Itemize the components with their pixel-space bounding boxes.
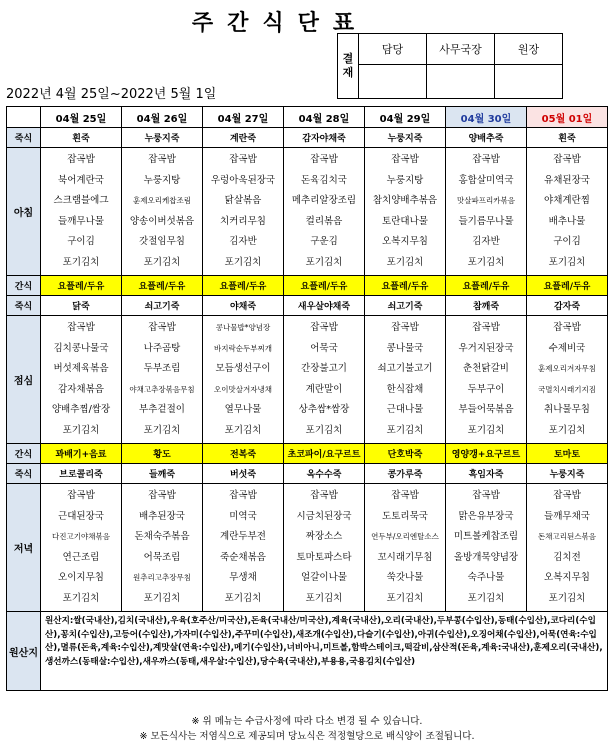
- menu-item: 구이김: [553, 236, 581, 247]
- menu-item: 돈채고리된스볶음: [538, 532, 596, 541]
- weekly-menu-table: [6, 106, 608, 691]
- menu-item: 포기김치: [305, 256, 343, 268]
- meal-label: 죽식: [7, 128, 41, 148]
- menu-item: 시금치된장국: [296, 510, 352, 522]
- menu-item: 포기김치: [224, 256, 262, 268]
- menu-item: 김자반: [229, 236, 257, 247]
- menu-item: 맛살파프리카볶음: [457, 196, 515, 205]
- approval-role-manager: 사무국장: [427, 34, 495, 65]
- menu-cell: 누룽지죽: [122, 128, 203, 148]
- menu-item: 갓절임무침: [139, 236, 185, 247]
- menu-day-cell: [122, 484, 203, 612]
- menu-cell: 새우살야채죽: [284, 296, 365, 316]
- menu-item: 우거지된장국: [458, 342, 514, 354]
- menu-item: 계란두부전: [220, 531, 266, 542]
- note-menu-change: ※ 위 메뉴는 수급사정에 따라 다소 변경 될 수 있습니다.: [191, 716, 423, 727]
- menu-item: 야채계란찜: [544, 195, 590, 206]
- menu-day-cell: [203, 484, 284, 612]
- breakfast-row: [7, 148, 608, 276]
- menu-item: 훈제오리겨자무침: [538, 364, 596, 373]
- approval-role-staff: 담당: [359, 34, 427, 65]
- menu-item: 포기김치: [224, 592, 262, 604]
- menu-item: 국멸치시래기지짐: [538, 384, 596, 394]
- menu-item: 어묵조림: [143, 551, 181, 563]
- lunch-row: [7, 316, 608, 444]
- menu-cell: 쇠고기죽: [122, 296, 203, 316]
- menu-item: 잡곡밥: [472, 490, 500, 501]
- menu-cell: 누룽지죽: [527, 464, 608, 484]
- menu-item: 포기김치: [386, 424, 424, 436]
- menu-cell: 요플레/두유: [284, 276, 365, 296]
- menu-cell: 요플레/두유: [446, 276, 527, 296]
- meal-label: 간식: [7, 276, 41, 296]
- menu-item: 잡곡밥: [391, 322, 419, 333]
- menu-item: 감자채볶음: [58, 383, 104, 395]
- menu-item: 북어계란국: [58, 174, 104, 186]
- menu-cell: 황도: [122, 444, 203, 464]
- menu-day-cell: [203, 316, 284, 444]
- menu-day-cell: [527, 148, 608, 276]
- menu-item: 잡곡밥: [148, 154, 176, 165]
- menu-item: 들깨무채국: [544, 510, 590, 522]
- menu-item: 잡곡밥: [148, 322, 176, 333]
- menu-item: 오이지무침: [58, 572, 104, 583]
- menu-day-cell: [446, 148, 527, 276]
- menu-item: 취나물무침: [544, 404, 590, 415]
- menu-item: 토마토파스타: [296, 551, 352, 563]
- menu-item: 근대나물: [386, 404, 424, 415]
- menu-day-cell: [446, 316, 527, 444]
- menu-item: 우렁아욱된장국: [210, 174, 276, 186]
- menu-item: 다진고기야채볶음: [52, 532, 110, 541]
- menu-item: 토란대나물: [382, 215, 428, 227]
- menu-item: 잡곡밥: [553, 490, 581, 501]
- approval-signature-staff: [359, 65, 427, 99]
- menu-item: 포기김치: [224, 424, 262, 436]
- approval-role-director: 원장: [495, 34, 563, 65]
- menu-item: 잡곡밥: [67, 490, 95, 501]
- menu-period: 2022년 4월 25일~2022년 5월 1일: [6, 87, 217, 102]
- menu-item: 버섯제육볶음: [53, 363, 109, 374]
- menu-item: 쇠고기불고기: [377, 363, 433, 374]
- menu-item: 포기김치: [548, 424, 586, 436]
- menu-day-cell: [122, 148, 203, 276]
- menu-item: 포기김치: [143, 256, 181, 268]
- menu-item: 쑥갓나물: [386, 572, 424, 583]
- menu-item: 컬리볶음: [305, 215, 343, 227]
- menu-item: 나주곰탕: [143, 342, 181, 354]
- menu-item: 올방개묵양념장: [453, 551, 519, 563]
- meal-label: 간식: [7, 444, 41, 464]
- menu-cell: 계란죽: [203, 128, 284, 148]
- menu-cell: 야채죽: [203, 296, 284, 316]
- menu-item: 들깨무나물: [58, 215, 104, 227]
- menu-cell: 전복죽: [203, 444, 284, 464]
- day-header: 04월 30일: [446, 107, 527, 128]
- menu-cell: 단호박죽: [365, 444, 446, 464]
- menu-cell: 요플레/두유: [203, 276, 284, 296]
- day-header-row: [7, 107, 608, 128]
- menu-item: 포기김치: [62, 256, 100, 268]
- menu-item: 야채고추장볶음무침: [129, 384, 195, 394]
- menu-item: 홍합살미역국: [458, 174, 514, 186]
- menu-cell: 흑임자죽: [446, 464, 527, 484]
- lunch-porridge-row: [7, 296, 608, 316]
- menu-item: 포기김치: [143, 424, 181, 436]
- menu-day-cell: [203, 148, 284, 276]
- menu-day-cell: [41, 484, 122, 612]
- day-header: 04월 26일: [122, 107, 203, 128]
- menu-cell: 요플레/두유: [122, 276, 203, 296]
- menu-item: 계란말이: [305, 383, 343, 395]
- menu-item: 참치양배추볶음: [372, 195, 438, 206]
- menu-item: 잡곡밥: [391, 490, 419, 501]
- menu-cell: 콩가루죽: [365, 464, 446, 484]
- menu-item: 바지락순두부찌개: [214, 343, 272, 353]
- menu-item: 포기김치: [467, 592, 505, 604]
- menu-item: 잡곡밥: [553, 322, 581, 333]
- menu-item: 잡곡밥: [310, 322, 338, 333]
- menu-item: 잡곡밥: [229, 154, 257, 165]
- menu-day-cell: [527, 484, 608, 612]
- menu-item: 원추리고추장무침: [133, 573, 191, 582]
- dinner-porridge-row: [7, 464, 608, 484]
- menu-item: 상추쌈*쌈장: [298, 404, 350, 415]
- menu-item: 한식잡채: [386, 383, 424, 395]
- menu-cell: 참깨죽: [446, 296, 527, 316]
- menu-item: 메추리알장조림: [291, 195, 357, 206]
- menu-item: 포기김치: [467, 424, 505, 436]
- menu-item: 어묵국: [310, 342, 338, 354]
- menu-item: 오복지무침: [544, 572, 590, 583]
- approval-signature-director: [495, 65, 563, 99]
- menu-item: 콩나물국: [386, 342, 424, 354]
- menu-item: 포기김치: [305, 592, 343, 604]
- menu-cell: 영양갱+요구르트: [446, 444, 527, 464]
- menu-item: 포기김치: [467, 256, 505, 268]
- menu-item: 잡곡밥: [472, 154, 500, 165]
- menu-cell: 흰죽: [527, 128, 608, 148]
- menu-item: 양배추찜/쌈장: [51, 404, 111, 415]
- menu-item: 잡곡밥: [229, 490, 257, 501]
- menu-item: 포기김치: [62, 424, 100, 436]
- menu-cell: 요플레/두유: [365, 276, 446, 296]
- menu-item: 누룽지탕: [386, 174, 424, 186]
- menu-item: 돈육김치국: [301, 174, 347, 186]
- menu-item: 누룽지탕: [143, 174, 181, 186]
- approval-box: [337, 33, 563, 99]
- header-corner: [7, 107, 41, 128]
- menu-item: 포기김치: [548, 256, 586, 268]
- menu-item: 근대된장국: [58, 510, 104, 522]
- menu-item: 부들어묵볶음: [458, 404, 514, 415]
- menu-item: 닭살볶음: [224, 195, 262, 206]
- menu-item: 춘천닭갈비: [463, 363, 509, 374]
- dinner-row: [7, 484, 608, 612]
- menu-item: 두부구이: [467, 383, 505, 395]
- menu-item: 훈제오리케찹조림: [133, 196, 191, 205]
- menu-item: 치커리무침: [220, 215, 266, 227]
- menu-day-cell: [365, 484, 446, 612]
- menu-item: 구운김: [310, 236, 338, 247]
- menu-item: 김자반: [472, 236, 500, 247]
- menu-day-cell: [41, 316, 122, 444]
- menu-cell: 감자죽: [527, 296, 608, 316]
- day-header: 04월 28일: [284, 107, 365, 128]
- menu-item: 수제비국: [548, 342, 586, 354]
- menu-item: 미역국: [229, 510, 257, 522]
- menu-item: 포기김치: [143, 592, 181, 604]
- menu-item: 잡곡밥: [553, 154, 581, 165]
- menu-item: 유채된장국: [544, 174, 590, 186]
- menu-item: 들기름무나물: [458, 215, 514, 227]
- menu-item: 간장불고기: [301, 363, 347, 374]
- menu-item: 연두부/오리엔탈소스: [371, 532, 439, 541]
- menu-item: 얼갈이나물: [301, 572, 347, 583]
- meal-label: 죽식: [7, 296, 41, 316]
- menu-day-cell: [284, 316, 365, 444]
- menu-item: 모듬생선구이: [215, 363, 271, 374]
- meal-label: 저녁: [7, 484, 41, 612]
- menu-item: 열무나물: [224, 404, 262, 415]
- page-title: 주간식단표: [191, 10, 369, 36]
- menu-item: 잡곡밥: [67, 322, 95, 333]
- origin-row: [7, 612, 608, 691]
- origin-text: 원산지:쌀(국내산),김치(국내산),우육(호주산/미국산),돈육(국내산/미국산),계육(국내산),오리(국내산),두부콩(수입산),동태(수입산),코다리(수입산),꽁치(수입산),고등어(수입산),가자미(수입산),주꾸미(수입산),새조개(수입산),다슬기(수입산),아귀(수입산),오징어채(수입산),어묵(연육:수입산),멸류(돈육,계육:수입산),계맛살(연육:수입산),메기(수입산),너비아니,미트볼,함박스테이크,떡갈비,삼산적(돈육,계육:국내산),훈제오리(국내산),생선까스(동태살:수입산),새우까스(동태,새우살:수입산),당수육(국내산),부용용,국용김치(수입산): [41, 612, 608, 691]
- menu-item: 연근조림: [62, 551, 100, 563]
- origin-label: 원산지: [7, 612, 41, 691]
- menu-item: 잡곡밥: [310, 490, 338, 501]
- menu-item: 잡곡밥: [148, 490, 176, 501]
- day-header: 04월 27일: [203, 107, 284, 128]
- menu-cell: 꽈배기+음료: [41, 444, 122, 464]
- menu-item: 잡곡밥: [391, 154, 419, 165]
- menu-day-cell: [122, 316, 203, 444]
- menu-cell: 요플레/두유: [527, 276, 608, 296]
- menu-cell: 토마토: [527, 444, 608, 464]
- menu-day-cell: [365, 148, 446, 276]
- menu-item: 잡곡밥: [67, 154, 95, 165]
- menu-item: 죽순채볶음: [220, 551, 266, 563]
- menu-item: 배추된장국: [139, 510, 185, 522]
- menu-item: 무생채: [229, 572, 257, 583]
- menu-item: 부추겉절이: [139, 404, 185, 415]
- menu-day-cell: [41, 148, 122, 276]
- note-diet: ※ 모든식사는 저염식으로 제공되며 당뇨식은 적정혈당으로 배식양이 조절됩니다.: [139, 731, 475, 742]
- menu-item: 맑은유부장국: [458, 510, 514, 522]
- snack1-row: [7, 276, 608, 296]
- menu-item: 꼬시래기무침: [377, 551, 433, 563]
- morning-porridge-row: [7, 128, 608, 148]
- approval-signature-manager: [427, 65, 495, 99]
- menu-cell: 버섯죽: [203, 464, 284, 484]
- menu-item: 콩나물밥*양념장: [215, 323, 271, 332]
- menu-day-cell: [446, 484, 527, 612]
- day-header: 04월 29일: [365, 107, 446, 128]
- menu-item: 잡곡밥: [310, 154, 338, 165]
- menu-cell: 닭죽: [41, 296, 122, 316]
- menu-item: 포기김치: [305, 424, 343, 436]
- menu-item: 숙주나물: [467, 572, 505, 583]
- menu-cell: 요플레/두유: [41, 276, 122, 296]
- menu-item: 짜장소스: [305, 531, 343, 542]
- menu-item: 오복지무침: [382, 236, 428, 247]
- menu-cell: 쇠고기죽: [365, 296, 446, 316]
- meal-label: 점심: [7, 316, 41, 444]
- menu-item: 포기김치: [386, 592, 424, 604]
- menu-item: 오이맛살겨자냉채: [214, 384, 272, 394]
- menu-item: 돈채숙주볶음: [134, 531, 190, 542]
- menu-item: 도토리묵국: [382, 510, 428, 522]
- menu-cell: 초코파이/요구르트: [284, 444, 365, 464]
- menu-item: 김치콩나물국: [53, 342, 109, 354]
- approval-label: 결 재: [338, 34, 359, 99]
- menu-item: 포기김치: [62, 592, 100, 604]
- menu-day-cell: [527, 316, 608, 444]
- menu-day-cell: [284, 484, 365, 612]
- menu-item: 포기김치: [386, 256, 424, 268]
- day-header: 04월 25일: [41, 107, 122, 128]
- menu-item: 양송이버섯볶음: [129, 215, 195, 227]
- menu-item: 배추나물: [548, 215, 586, 227]
- day-header: 05월 01일: [527, 107, 608, 128]
- menu-item: 미트볼케찹조림: [453, 531, 519, 542]
- snack2-row: [7, 444, 608, 464]
- menu-day-cell: [284, 148, 365, 276]
- menu-cell: 브로콜리죽: [41, 464, 122, 484]
- menu-cell: 누룽지죽: [365, 128, 446, 148]
- menu-cell: 옥수수죽: [284, 464, 365, 484]
- menu-item: 김치전: [553, 551, 581, 563]
- menu-cell: 양배추죽: [446, 128, 527, 148]
- meal-label: 죽식: [7, 464, 41, 484]
- menu-day-cell: [365, 316, 446, 444]
- menu-item: 구이김: [67, 236, 95, 247]
- menu-cell: 감자야채죽: [284, 128, 365, 148]
- menu-cell: 들깨죽: [122, 464, 203, 484]
- menu-cell: 흰죽: [41, 128, 122, 148]
- menu-item: 포기김치: [548, 592, 586, 604]
- menu-item: 잡곡밥: [472, 322, 500, 333]
- menu-item: 스크램블에그: [53, 195, 109, 206]
- meal-label: 아침: [7, 148, 41, 276]
- menu-item: 두부조림: [143, 363, 181, 374]
